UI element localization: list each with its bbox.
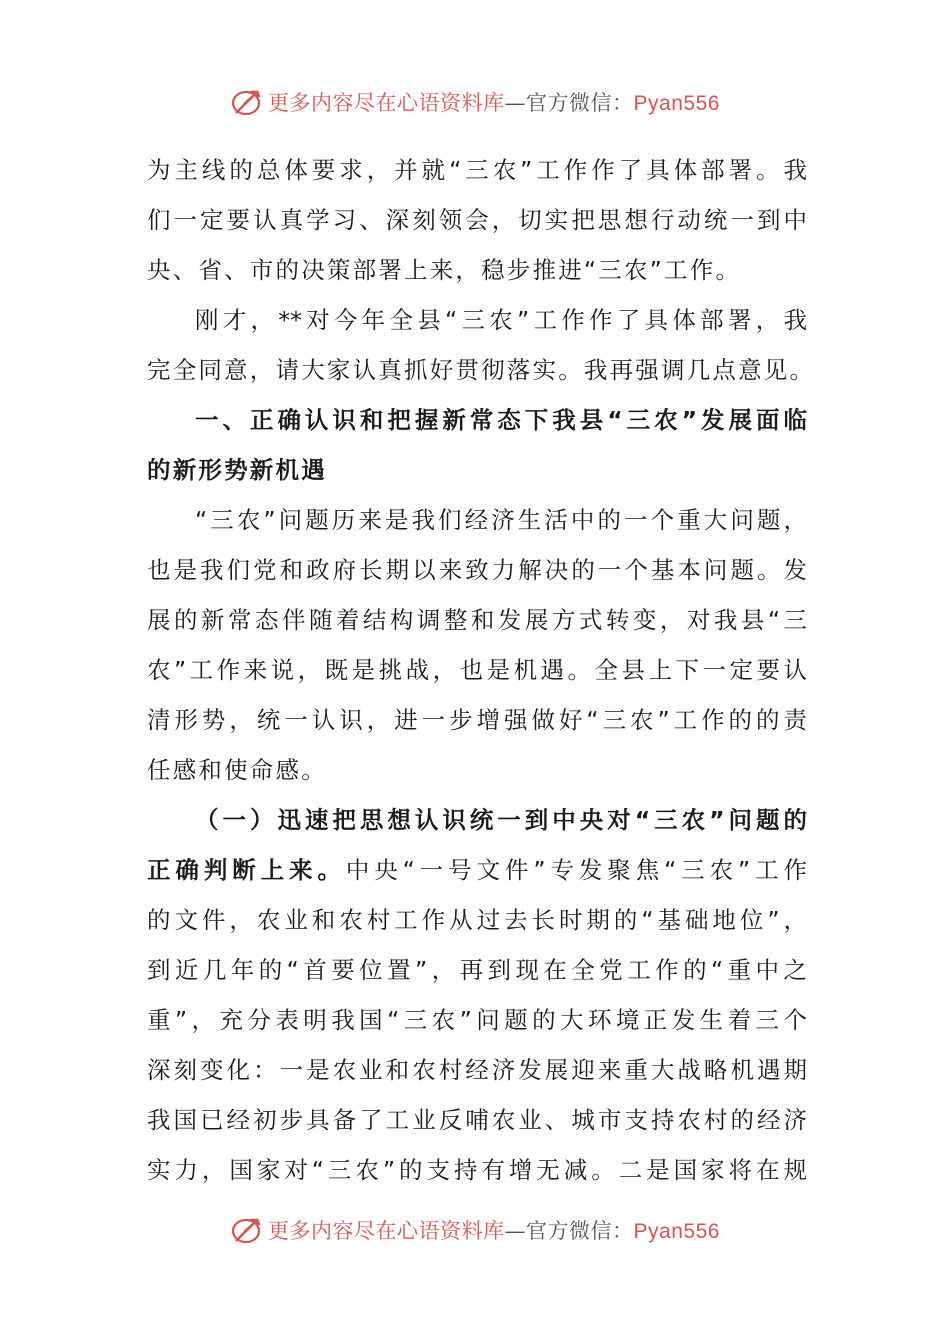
paragraph-line: 重”，充分表明我国“三农”问题的大环境正发生着三个 — [147, 1006, 807, 1034]
paragraph-line: 深刻变化：一是农业和农村经济发展迎来重大战略机遇期 — [147, 1056, 807, 1084]
paragraph-line: 完全同意，请大家认真抓好贯彻落实。我再强调几点意见。 — [147, 356, 816, 384]
subsection-heading: （一）迅速把思想认识统一到中央对“三农”问题的 — [195, 806, 807, 834]
subsection-heading-tail: 正确判断上来。 — [147, 856, 346, 884]
paragraph-line: 清形势，统一认识，进一步增强做好“三农”工作的的责 — [147, 706, 807, 734]
paragraph-line: 实力，国家对“三农”的支持有增无减。二是国家将在规 — [147, 1156, 807, 1184]
paragraph-line: 央、省、市的决策部署上来，稳步推进“三农”工作。 — [147, 256, 742, 284]
paragraph-line: 的文件，农业和农村工作从过去长时期的“基础地位”， — [147, 906, 807, 934]
section-heading: 的新形势新机遇 — [147, 456, 327, 484]
paragraph-line: “三农”问题历来是我们经济生活中的一个重大问题， — [195, 506, 807, 534]
watermark-banner-top — [0, 82, 950, 122]
watermark-banner-bottom — [0, 1210, 950, 1250]
paragraph-line: 农”工作来说，既是挑战，也是机遇。全县上下一定要认 — [147, 656, 807, 684]
paragraph-line: 展的新常态伴随着结构调整和发展方式转变，对我县“三 — [147, 606, 807, 634]
paragraph-line: 们一定要认真学习、深刻领会，切实把思想行动统一到中 — [147, 206, 807, 234]
paragraph-line: 到近几年的“首要位置”，再到现在全党工作的“重中之 — [147, 956, 807, 984]
paragraph-line: 我国已经初步具备了工业反哺农业、城市支持农村的经济 — [147, 1106, 807, 1134]
quill-logo-icon — [230, 85, 264, 119]
quill-logo-icon — [230, 1213, 264, 1247]
paragraph-line-mixed — [147, 845, 807, 895]
paragraph-line: 也是我们党和政府长期以来致力解决的一个基本问题。发 — [147, 556, 807, 584]
paragraph-line: 刚才，**对今年全县“三农”工作作了具体部署，我 — [195, 306, 807, 334]
section-heading: 一、正确认识和把握新常态下我县“三农”发展面临 — [195, 406, 807, 434]
watermark-text: 更多内容尽在心语资料库—官方微信：Pyan556 — [268, 1219, 720, 1243]
document-body — [147, 145, 816, 1195]
paragraph-line: 任感和使命感。 — [147, 756, 327, 784]
watermark-text: 更多内容尽在心语资料库—官方微信：Pyan556 — [268, 91, 720, 115]
paragraph-text: 中央“一号文件”专发聚焦“三农”工作 — [345, 856, 807, 884]
paragraph-line: 为主线的总体要求，并就“三农”工作作了具体部署。我 — [147, 156, 807, 184]
